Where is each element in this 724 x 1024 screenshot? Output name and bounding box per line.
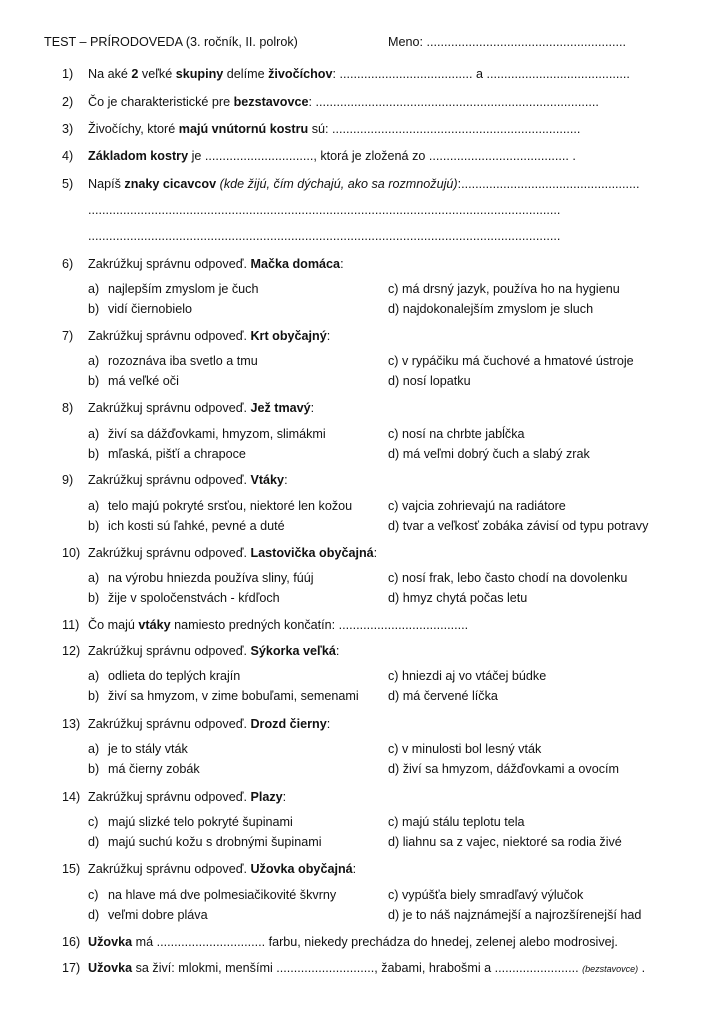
option-d[interactable]: d) najdokonalejším zmyslom je sluch	[388, 302, 594, 316]
answer-blank[interactable]: namiesto predných končatín: .....................................	[170, 618, 469, 632]
option-c[interactable]: c) majú stálu teplotu tela	[388, 815, 525, 829]
option-letter: a)	[88, 499, 100, 513]
option-d[interactable]: d) nosí lopatku	[388, 374, 471, 388]
option-text: má čierny zobák	[108, 762, 200, 776]
option-letter: b)	[88, 762, 100, 776]
option-letter: b)	[88, 591, 100, 605]
option-text: na výrobu hniezda používa sliny, fúúj	[108, 571, 314, 585]
question-10	[62, 545, 377, 561]
option-c[interactable]: c) nosí na chrbte jabĺčka	[388, 427, 525, 441]
italic-hint: (kde žijú, čím dýchajú, ako sa rozmnožujú)	[216, 177, 458, 191]
option-text: najlepším zmyslom je čuch	[108, 282, 259, 296]
question-11	[62, 617, 468, 633]
option-letter: d)	[88, 908, 100, 922]
text: :	[326, 329, 331, 343]
text: Zakrúžkuj správnu odpoveď.	[88, 329, 251, 343]
text: Čo je charakteristické pre	[88, 95, 234, 109]
question-6	[62, 256, 344, 272]
answer-line[interactable]: .......................................................................................................................................	[88, 229, 561, 243]
answer-blank[interactable]: má ............................... farbu, niekedy prechádza do hnedej, zelenej alebo modrosivej.	[132, 935, 618, 949]
option-a[interactable]	[88, 281, 258, 297]
bold-text: Sýkorka veľká	[250, 644, 336, 658]
question-number: 11)	[62, 618, 80, 632]
option-text: žije v spoločenstvách - kŕdľoch	[108, 591, 280, 605]
option-text: živí sa dážďovkami, hmyzom, slimákmi	[108, 427, 326, 441]
question-17	[62, 960, 645, 977]
bold-text: Vtáky	[250, 473, 285, 487]
question-9	[62, 472, 288, 488]
question-number: 1)	[62, 67, 74, 81]
question-number: 17)	[62, 961, 81, 975]
bold-text: Krt obyčajný	[250, 329, 327, 343]
text: Zakrúžkuj správnu odpoveď.	[88, 717, 251, 731]
question-number: 13)	[62, 717, 81, 731]
option-letter: a)	[88, 669, 100, 683]
question-8	[62, 400, 314, 416]
option-text: na hlave má dve polmesiačikovité škvrny	[108, 888, 337, 902]
test-title: TEST – PRÍRODOVEDA (3. ročník, II. polrok)	[44, 35, 298, 49]
option-letter: b)	[88, 519, 100, 533]
question-number: 15)	[62, 862, 81, 876]
question-number: 9)	[62, 473, 74, 487]
question-13	[62, 716, 330, 732]
option-letter: b)	[88, 374, 100, 388]
answer-blank[interactable]: sa živí: mlokmi, menšími ............................, žabami, hrabošmi a ........................	[132, 961, 583, 975]
question-number: 12)	[62, 644, 81, 658]
text: :	[335, 644, 340, 658]
bold-text: Plazy	[250, 790, 283, 804]
option-b[interactable]	[88, 446, 246, 462]
text: Zakrúžkuj správnu odpoveď.	[88, 546, 251, 560]
text: Zakrúžkuj správnu odpoveď.	[88, 790, 251, 804]
answer-line[interactable]: .......................................................................................................................................	[88, 203, 561, 217]
option-a[interactable]	[88, 668, 240, 684]
question-5	[62, 176, 640, 192]
option-d[interactable]: d) hmyz chytá počas letu	[388, 591, 528, 605]
text: veľké	[138, 67, 176, 81]
option-text: majú slizké telo pokryté šupinami	[108, 815, 293, 829]
option-b[interactable]	[88, 688, 359, 704]
bold-text: Drozd čierny	[250, 717, 327, 731]
bold-text: Lastovička obyčajná	[250, 546, 374, 560]
option-b[interactable]	[88, 373, 179, 389]
name-field[interactable]: Meno: .........................................................	[388, 35, 626, 49]
option-text: ich kosti sú ľahké, pevné a duté	[108, 519, 285, 533]
option-d[interactable]: d) je to náš najznámejší a najrozšírenejší had	[388, 908, 642, 922]
option-letter: a)	[88, 427, 100, 441]
option-b[interactable]	[88, 590, 280, 606]
option-letter: c)	[88, 888, 99, 902]
option-d[interactable]: d) živí sa hmyzom, dážďovkami a ovocím	[388, 762, 619, 776]
text: Zakrúžkuj správnu odpoveď.	[88, 401, 251, 415]
text: Zakrúžkuj správnu odpoveď.	[88, 862, 251, 876]
question-number: 2)	[62, 95, 74, 109]
question-number: 14)	[62, 790, 81, 804]
text: :	[284, 473, 288, 487]
bold-text: 2	[131, 67, 139, 81]
option-b[interactable]	[88, 907, 208, 923]
option-c[interactable]: c) v rypáčiku má čuchové a hmatové ústroje	[388, 354, 634, 368]
option-c[interactable]: c) hniezdi aj vo vtáčej búdke	[388, 669, 547, 683]
bold-text: Základom kostry	[88, 149, 189, 163]
option-text: veľmi dobre pláva	[108, 908, 208, 922]
option-c[interactable]: c) vypúšťa biely smradľavý výlučok	[388, 888, 584, 902]
answer-blank[interactable]: : ...................................... a .........................................	[332, 67, 630, 81]
answer-blank[interactable]: :...................................................	[457, 177, 640, 191]
text: :	[326, 717, 331, 731]
option-b[interactable]	[88, 761, 200, 777]
question-2	[62, 94, 599, 110]
option-text: odlieta do teplých krajín	[108, 669, 241, 683]
option-b[interactable]	[88, 518, 285, 534]
question-1	[62, 66, 630, 82]
option-d[interactable]: d) má červené líčka	[388, 689, 498, 703]
option-text: rozoznáva iba svetlo a tmu	[108, 354, 258, 368]
option-a[interactable]	[88, 426, 326, 442]
text: Čo majú	[88, 618, 139, 632]
question-number: 8)	[62, 401, 74, 415]
option-c[interactable]: c) má drsný jazyk, používa ho na hygienu	[388, 282, 620, 296]
question-number: 5)	[62, 177, 74, 191]
option-letter: c)	[88, 815, 99, 829]
bold-text: skupiny	[175, 67, 224, 81]
option-d[interactable]: d) má veľmi dobrý čuch a slabý zrak	[388, 447, 590, 461]
text: delíme	[223, 67, 269, 81]
option-text: je to stály vták	[108, 742, 188, 756]
question-number: 10)	[62, 546, 81, 560]
option-a[interactable]	[88, 498, 352, 514]
question-7	[62, 328, 330, 344]
answer-blank[interactable]: sú: .......................................................................	[308, 122, 581, 136]
text: :	[310, 401, 315, 415]
answer-blank[interactable]: je ..............................., ktorá je zložená zo ........................................ .	[188, 149, 576, 163]
text: Zakrúžkuj správnu odpoveď.	[88, 257, 251, 271]
option-letter: b)	[88, 689, 100, 703]
bold-text: vtáky	[138, 618, 171, 632]
question-number: 4)	[62, 149, 74, 163]
option-letter: a)	[88, 282, 100, 296]
hint-text: (bezstavovce)	[582, 964, 639, 974]
option-text: mľaská, pišťí a chrapoce	[108, 447, 246, 461]
option-d[interactable]: d) liahnu sa z vajec, niektoré sa rodia živé	[388, 835, 622, 849]
option-c[interactable]: c) nosí frak, lebo často chodí na dovolenku	[388, 571, 628, 585]
text: :	[340, 257, 344, 271]
option-text: vidí čiernobielo	[108, 302, 193, 316]
text: Na aké	[88, 67, 132, 81]
option-d[interactable]: d) tvar a veľkosť zobáka závisí od typu potravy	[388, 519, 649, 533]
option-a[interactable]	[88, 353, 258, 369]
question-15	[62, 861, 356, 877]
bold-text: znaky cicavcov	[124, 177, 217, 191]
option-letter: b)	[88, 302, 100, 316]
bold-text: Užovka	[88, 935, 133, 949]
text: :	[352, 862, 357, 876]
option-a[interactable]	[88, 887, 336, 903]
text: Živočíchy, ktoré	[88, 122, 179, 136]
option-b[interactable]	[88, 301, 192, 317]
question-14	[62, 789, 286, 805]
question-4	[62, 148, 576, 164]
question-3	[62, 121, 580, 137]
option-letter: a)	[88, 354, 100, 368]
option-a[interactable]	[88, 814, 293, 830]
text: :	[282, 790, 287, 804]
option-c[interactable]: c) vajcia zohrievajú na radiátore	[388, 499, 566, 513]
option-letter: a)	[88, 742, 100, 756]
option-text: živí sa hmyzom, v zime bobuľami, semenami	[108, 689, 359, 703]
text: Napíš	[88, 177, 125, 191]
bold-text: Užovka obyčajná	[250, 862, 353, 876]
question-16	[62, 934, 618, 950]
option-letter: d)	[88, 835, 100, 849]
option-letter: b)	[88, 447, 100, 461]
option-text: má veľké oči	[108, 374, 179, 388]
option-a[interactable]	[88, 741, 188, 757]
bold-text: majú vnútornú kostru	[178, 122, 309, 136]
question-number: 3)	[62, 122, 74, 136]
option-c[interactable]: c) v minulosti bol lesný vták	[388, 742, 542, 756]
option-text: telo majú pokryté srsťou, niektoré len kožou	[108, 499, 353, 513]
question-number: 16)	[62, 935, 81, 949]
option-a[interactable]	[88, 570, 314, 586]
answer-blank[interactable]: : .................................................................................	[308, 95, 599, 109]
bold-text: Užovka	[88, 961, 133, 975]
text: Zakrúžkuj správnu odpoveď.	[88, 644, 251, 658]
bold-text: bezstavovce	[233, 95, 309, 109]
option-b[interactable]	[88, 834, 322, 850]
bold-text: Mačka domáca	[250, 257, 341, 271]
bold-text: živočíchov	[268, 67, 333, 81]
text: .	[638, 961, 646, 975]
option-letter: a)	[88, 571, 100, 585]
question-number: 6)	[62, 257, 74, 271]
question-12	[62, 643, 339, 659]
text: :	[373, 546, 378, 560]
bold-text: Jež tmavý	[250, 401, 311, 415]
question-number: 7)	[62, 329, 74, 343]
option-text: majú suchú kožu s drobnými šupinami	[108, 835, 322, 849]
text: Zakrúžkuj správnu odpoveď.	[88, 473, 251, 487]
